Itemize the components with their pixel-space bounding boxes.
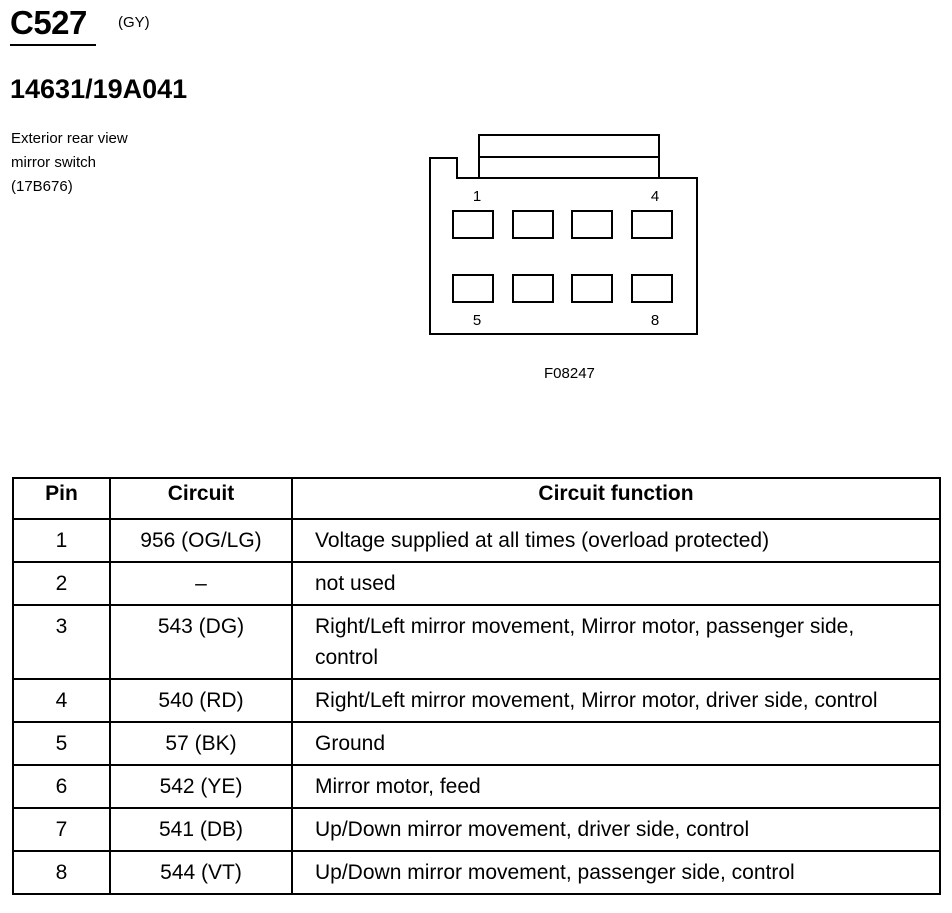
cell-circuit: 543 (DG) bbox=[110, 605, 292, 679]
pin-cavity-1 bbox=[453, 211, 493, 238]
cell-circuit: 540 (RD) bbox=[110, 679, 292, 722]
table-row bbox=[13, 679, 940, 722]
table-row bbox=[13, 562, 940, 605]
pin-table bbox=[12, 477, 941, 895]
cell-pin: 5 bbox=[13, 722, 110, 765]
pin-label-4: 4 bbox=[650, 188, 660, 205]
table-row bbox=[13, 851, 940, 894]
header-pin: Pin bbox=[13, 478, 110, 519]
connector-housing bbox=[430, 158, 697, 334]
cell-function: not used bbox=[292, 562, 940, 605]
cell-pin: 1 bbox=[13, 519, 110, 562]
cell-pin: 7 bbox=[13, 808, 110, 851]
cell-pin: 3 bbox=[13, 605, 110, 679]
connector-id: C527 bbox=[10, 4, 87, 41]
cell-pin: 8 bbox=[13, 851, 110, 894]
cell-function: Up/Down mirror movement, passenger side, control bbox=[292, 851, 940, 894]
table-row bbox=[13, 605, 940, 679]
cell-function: Mirror motor, feed bbox=[292, 765, 940, 808]
pin-label-5: 5 bbox=[472, 312, 482, 329]
component-line: mirror switch bbox=[11, 154, 96, 171]
pin-cavity-8 bbox=[632, 275, 672, 302]
cell-pin: 2 bbox=[13, 562, 110, 605]
pin-label-8: 8 bbox=[650, 312, 660, 329]
cell-circuit: 542 (YE) bbox=[110, 765, 292, 808]
header-function: Circuit function bbox=[292, 478, 940, 519]
cell-function: Right/Left mirror movement, Mirror motor, driver side, control bbox=[292, 679, 940, 722]
table-row bbox=[13, 519, 940, 562]
table-row bbox=[13, 808, 940, 851]
cell-circuit: 544 (VT) bbox=[110, 851, 292, 894]
table-row bbox=[13, 722, 940, 765]
cell-function: Right/Left mirror movement, Mirror motor, passenger side, control bbox=[292, 605, 940, 679]
pin-cavity-2 bbox=[513, 211, 553, 238]
part-numbers: 14631/19A041 bbox=[10, 74, 188, 104]
cell-circuit: 956 (OG/LG) bbox=[110, 519, 292, 562]
table-row bbox=[13, 765, 940, 808]
pin-cavity-6 bbox=[513, 275, 553, 302]
cell-circuit: 541 (DB) bbox=[110, 808, 292, 851]
pin-cavity-3 bbox=[572, 211, 612, 238]
connector-face-diagram bbox=[0, 0, 952, 420]
figure-id: F08247 bbox=[544, 365, 595, 382]
header-circuit: Circuit bbox=[110, 478, 292, 519]
pin-cavity-5 bbox=[453, 275, 493, 302]
cell-function: Up/Down mirror movement, driver side, control bbox=[292, 808, 940, 851]
table-header-row bbox=[13, 478, 940, 519]
cell-circuit: 57 (BK) bbox=[110, 722, 292, 765]
cell-function: Ground bbox=[292, 722, 940, 765]
pin-label-1: 1 bbox=[472, 188, 482, 205]
component-line: Exterior rear view bbox=[11, 130, 128, 147]
connector-color: (GY) bbox=[118, 14, 150, 31]
component-line: (17B676) bbox=[11, 178, 73, 195]
cell-function: Voltage supplied at all times (overload protected) bbox=[292, 519, 940, 562]
cell-circuit: – bbox=[110, 562, 292, 605]
pin-cavity-7 bbox=[572, 275, 612, 302]
pin-cavity-4 bbox=[632, 211, 672, 238]
cell-pin: 6 bbox=[13, 765, 110, 808]
cell-pin: 4 bbox=[13, 679, 110, 722]
